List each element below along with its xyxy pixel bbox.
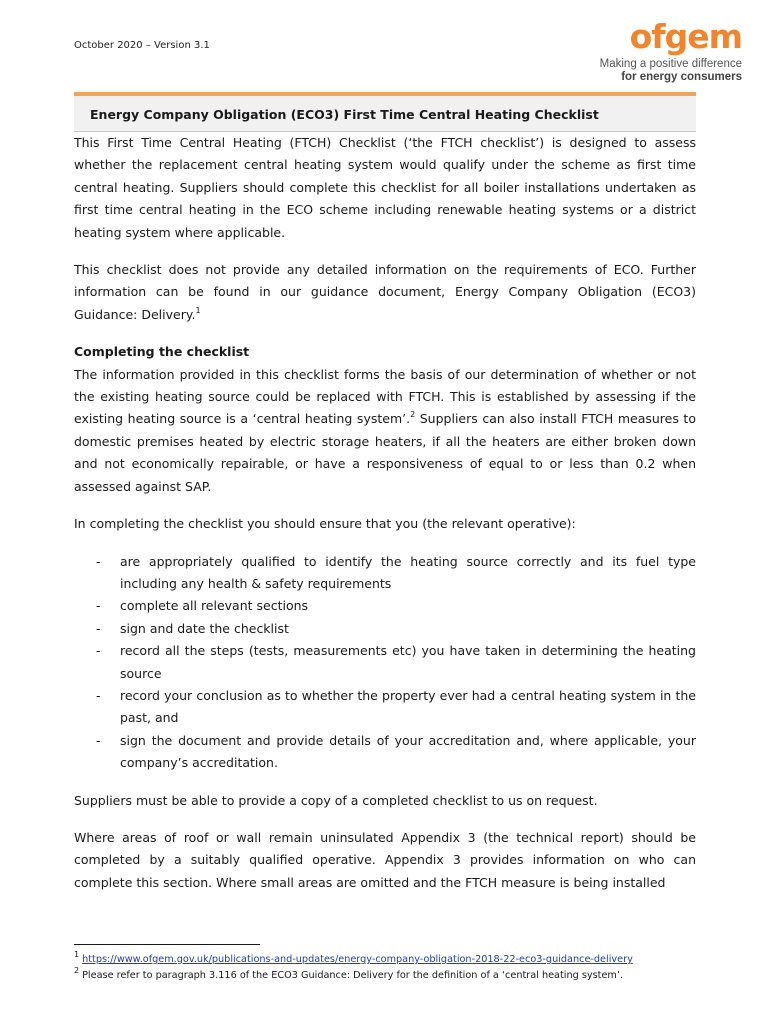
- list-item: [74, 618, 696, 640]
- guidance-link[interactable]: https://www.ofgem.gov.uk/publications-and-updates/energy-company-obligation-2018-22-eco3-guidance-delivery: [82, 954, 633, 965]
- list-dash: -: [96, 620, 101, 636]
- ensure-paragraph: In completing the checklist you should ensure that you (the relevant operative):: [74, 516, 576, 532]
- list-item-text: sign the document and provide details of your accreditation and, where applicable, your company’s accreditation.: [120, 732, 696, 771]
- information-paragraph-text-b: Suppliers can also install FTCH measures to domestic premises heated by electric storage heaters, if all the heaters are either broken down and not economically repairable, or have a responsiveness of equal to or less than 0.2 when assessed against SAP.: [74, 411, 696, 494]
- information-paragraph-text-a: The information provided in this checklist forms the basis of our determination of whether or not the existing heating source could be replaced with FTCH. This is established by assessing if the existing heating source is a ‘central heating system’.: [74, 366, 696, 427]
- information-paragraph: [74, 364, 696, 498]
- list-item: [74, 551, 696, 596]
- list-item: [74, 640, 696, 685]
- list-item: [74, 595, 696, 617]
- footnote-2: [74, 965, 714, 984]
- footnote-1: [74, 949, 714, 968]
- section-heading-completing: Completing the checklist: [74, 344, 250, 360]
- document-title: Energy Company Obligation (ECO3) First Time Central Heating Checklist: [90, 107, 599, 122]
- list-dash: -: [96, 598, 101, 614]
- list-item-text: are appropriately qualified to identify the heating source correctly and its fuel type including any health & safety requirements: [120, 553, 696, 591]
- footnote-text: Please refer to paragraph 3.116 of the ECO3 Guidance: Delivery for the definition of a ‘central heating system’.: [82, 970, 624, 981]
- document-date-version: October 2020 – Version 3.1: [74, 40, 210, 51]
- list-dash: -: [96, 643, 101, 659]
- requirements-list: [74, 551, 696, 775]
- list-dash: -: [96, 553, 101, 569]
- appendix-paragraph: Where areas of roof or wall remain uninsulated Appendix 3 (the technical report) should be completed by a suitably qualified operative. Appendix 3 provides information on who can complete this section. Where small areas are omitted and the FTCH measure is being installed: [74, 829, 696, 890]
- footnote-ref-1[interactable]: 1: [195, 305, 201, 315]
- logo-tagline-line1: Making a positive difference: [599, 58, 742, 70]
- list-item-text: record all the steps (tests, measurements etc) you have taken in determining the heating source: [120, 643, 696, 681]
- footnote-ref-2[interactable]: 2: [410, 410, 416, 420]
- intro-paragraph: This First Time Central Heating (FTCH) Checklist (‘the FTCH checklist’) is designed to assess whether the replacement central heating system would qualify under the scheme as first time central heating. Suppliers should complete this checklist for all boiler installations undertaken as first time central heating in the ECO scheme including renewable heating systems or a district heating system where applicable.: [74, 135, 696, 240]
- footnote-number: 2: [74, 965, 80, 975]
- list-dash: -: [96, 732, 101, 748]
- list-dash: -: [96, 687, 101, 703]
- footnote-number: 1: [74, 949, 80, 959]
- footnote-divider: [74, 944, 260, 945]
- logo-tagline-line2: for energy consumers: [621, 71, 742, 83]
- list-item-text: sign and date the checklist: [120, 620, 289, 636]
- copy-request-paragraph: Suppliers must be able to provide a copy of a completed checklist to us on request.: [74, 792, 598, 808]
- list-item-text: record your conclusion as to whether the property ever had a central heating system in the past, and: [120, 687, 696, 726]
- guidance-paragraph-text: This checklist does not provide any detailed information on the requirements of ECO. Further information can be found in our guidance document, Energy Company Obligation (ECO3) Guidance: Delivery.: [74, 262, 696, 322]
- ofgem-logo: [582, 18, 742, 84]
- list-item-text: complete all relevant sections: [120, 598, 309, 614]
- logo-wordmark: ofgem: [629, 17, 742, 56]
- guidance-paragraph: [74, 259, 696, 326]
- document-body: [74, 132, 696, 909]
- list-item: [74, 685, 696, 730]
- title-banner: [74, 92, 696, 132]
- footnotes: [74, 949, 714, 984]
- list-item: [74, 730, 696, 775]
